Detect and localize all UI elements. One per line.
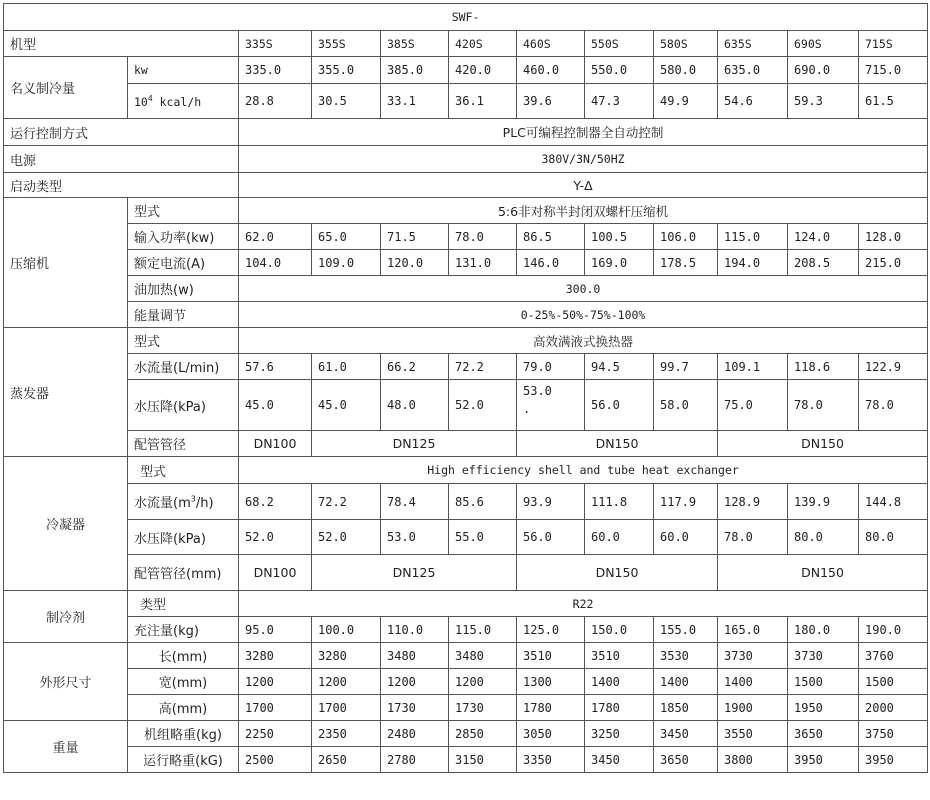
value-cell: 52.0 <box>239 520 312 555</box>
value-cell: 66.2 <box>381 354 449 380</box>
section-label: 蒸发器 <box>4 328 128 457</box>
value-cell: 1780 <box>517 695 585 721</box>
pipe-cell: DN150 <box>718 431 928 457</box>
value-cell: 109.0 <box>312 250 381 276</box>
value-cell: 3510 <box>585 643 654 669</box>
value-cell: 45.0 <box>239 380 312 431</box>
value-cell: 33.1 <box>381 84 449 119</box>
value-cell: 1400 <box>718 669 788 695</box>
table-row <box>4 669 928 695</box>
table-row <box>4 721 928 747</box>
value-cell: 78.4 <box>381 484 449 520</box>
pipe-cell: DN100 <box>239 555 312 591</box>
value-cell: 122.9 <box>859 354 928 380</box>
section-label: 外形尺寸 <box>4 643 128 721</box>
row-label: 能量调节 <box>128 302 239 328</box>
value-cell: 3280 <box>312 643 381 669</box>
value-cell: 39.6 <box>517 84 585 119</box>
value-cell: 2650 <box>312 747 381 773</box>
table-row <box>4 57 928 84</box>
value-cell: 3950 <box>859 747 928 773</box>
value-cell: 1950 <box>788 695 859 721</box>
value-cell: 146.0 <box>517 250 585 276</box>
value-cell: 86.5 <box>517 224 585 250</box>
value-cell: 58.0 <box>654 380 718 431</box>
value-cell: 61.0 <box>312 354 381 380</box>
model-header: 355S <box>312 31 381 57</box>
value-cell: 1500 <box>788 669 859 695</box>
value-cell: 3280 <box>239 643 312 669</box>
value-cell: 57.6 <box>239 354 312 380</box>
value-cell: 169.0 <box>585 250 654 276</box>
model-header: 715S <box>859 31 928 57</box>
value-cell: 75.0 <box>718 380 788 431</box>
value-cell: 125.0 <box>517 617 585 643</box>
value-cell: 110.0 <box>381 617 449 643</box>
value-cell: 1780 <box>585 695 654 721</box>
pipe-cell: DN125 <box>312 555 517 591</box>
value-cell: 635.0 <box>718 57 788 84</box>
span-value: PLC可编程控制器全自动控制 <box>239 119 928 146</box>
value-cell: 59.3 <box>788 84 859 119</box>
table-row <box>4 591 928 617</box>
value-cell: 150.0 <box>585 617 654 643</box>
unit-label: kw <box>128 57 239 84</box>
model-header: 690S <box>788 31 859 57</box>
value-cell: 3800 <box>718 747 788 773</box>
value-cell: 335.0 <box>239 57 312 84</box>
row-label: 类型 <box>128 591 239 617</box>
model-header: 635S <box>718 31 788 57</box>
value-cell: 3750 <box>859 721 928 747</box>
span-value: 5:6非对称半封闭双螺杆压缩机 <box>239 198 928 224</box>
row-label: 配管管径(mm) <box>128 555 239 591</box>
value-cell: 3530 <box>654 643 718 669</box>
table-row <box>4 484 928 520</box>
value-cell: 54.6 <box>718 84 788 119</box>
section-label: 重量 <box>4 721 128 773</box>
value-cell: 56.0 <box>585 380 654 431</box>
value-cell: 1700 <box>239 695 312 721</box>
value-cell: 62.0 <box>239 224 312 250</box>
value-cell: 1200 <box>239 669 312 695</box>
table-row <box>4 84 928 119</box>
table-row <box>4 146 928 173</box>
value-cell: 128.9 <box>718 484 788 520</box>
value-cell: 1400 <box>654 669 718 695</box>
table-row <box>4 555 928 591</box>
value-cell: 3480 <box>449 643 517 669</box>
span-value: 300.0 <box>239 276 928 302</box>
value-cell: 3650 <box>788 721 859 747</box>
value-cell: 2480 <box>381 721 449 747</box>
value-cell: 61.5 <box>859 84 928 119</box>
value-cell: 2350 <box>312 721 381 747</box>
value-cell: 53.0 . <box>517 380 585 431</box>
value-cell: 580.0 <box>654 57 718 84</box>
section-label: 冷凝器 <box>4 457 128 591</box>
table-row <box>4 4 928 31</box>
table-row <box>4 457 928 484</box>
model-header: 580S <box>654 31 718 57</box>
value-cell: 3450 <box>585 747 654 773</box>
table-row <box>4 747 928 773</box>
value-cell: 690.0 <box>788 57 859 84</box>
value-cell: 100.0 <box>312 617 381 643</box>
value-cell: 99.7 <box>654 354 718 380</box>
row-label: 运行略重(kG) <box>128 747 239 773</box>
value-cell: 1730 <box>449 695 517 721</box>
span-value: 高效满液式换热器 <box>239 328 928 354</box>
table-row <box>4 250 928 276</box>
value-cell: 60.0 <box>654 520 718 555</box>
value-cell: 3950 <box>788 747 859 773</box>
value-cell: 194.0 <box>718 250 788 276</box>
unit-label: $10^4$ kcal/h <box>128 84 239 119</box>
value-cell: 1300 <box>517 669 585 695</box>
table-row <box>4 302 928 328</box>
value-cell: 3250 <box>585 721 654 747</box>
value-cell: 109.1 <box>718 354 788 380</box>
value-cell: 180.0 <box>788 617 859 643</box>
value-cell: 78.0 <box>718 520 788 555</box>
value-cell: 47.3 <box>585 84 654 119</box>
pipe-cell: DN125 <box>312 431 517 457</box>
value-cell: 3650 <box>654 747 718 773</box>
value-cell: 28.8 <box>239 84 312 119</box>
value-cell: 715.0 <box>859 57 928 84</box>
table-row <box>4 354 928 380</box>
value-cell: 385.0 <box>381 57 449 84</box>
value-cell: 139.9 <box>788 484 859 520</box>
value-cell: 3150 <box>449 747 517 773</box>
section-label: 名义制冷量 <box>4 57 128 119</box>
row-label: 长(mm) <box>128 643 239 669</box>
value-cell: 71.5 <box>381 224 449 250</box>
table-row <box>4 431 928 457</box>
pipe-cell: DN150 <box>718 555 928 591</box>
row-label: 型式 <box>128 198 239 224</box>
value-cell: 1200 <box>449 669 517 695</box>
value-cell: 124.0 <box>788 224 859 250</box>
value-cell: 3450 <box>654 721 718 747</box>
value-cell: 94.5 <box>585 354 654 380</box>
row-label: 水流量$(m^3/h)$ <box>128 484 239 520</box>
row-label: 输入功率(kw) <box>128 224 239 250</box>
value-cell: 420.0 <box>449 57 517 84</box>
value-cell: 2780 <box>381 747 449 773</box>
table-row <box>4 276 928 302</box>
table-row <box>4 617 928 643</box>
value-cell: 56.0 <box>517 520 585 555</box>
table-row <box>4 695 928 721</box>
value-cell: 1500 <box>859 669 928 695</box>
value-cell: 93.9 <box>517 484 585 520</box>
row-label: 电源 <box>4 146 239 173</box>
pipe-cell: DN150 <box>517 555 718 591</box>
value-cell: 355.0 <box>312 57 381 84</box>
table-row <box>4 173 928 198</box>
model-header: 385S <box>381 31 449 57</box>
value-cell: 1200 <box>312 669 381 695</box>
value-cell: 115.0 <box>449 617 517 643</box>
table-row <box>4 520 928 555</box>
value-cell: 3050 <box>517 721 585 747</box>
value-cell: 36.1 <box>449 84 517 119</box>
value-cell: 1200 <box>381 669 449 695</box>
table-row <box>4 380 928 431</box>
model-header: 335S <box>239 31 312 57</box>
value-cell: 3350 <box>517 747 585 773</box>
value-cell: 3760 <box>859 643 928 669</box>
span-value: R22 <box>239 591 928 617</box>
value-cell: 111.8 <box>585 484 654 520</box>
table-row <box>4 31 928 57</box>
value-cell: 95.0 <box>239 617 312 643</box>
value-cell: 460.0 <box>517 57 585 84</box>
value-cell: 118.6 <box>788 354 859 380</box>
table-row <box>4 643 928 669</box>
value-cell: 550.0 <box>585 57 654 84</box>
value-cell: 80.0 <box>788 520 859 555</box>
value-cell: 208.5 <box>788 250 859 276</box>
value-cell: 65.0 <box>312 224 381 250</box>
value-cell: 72.2 <box>312 484 381 520</box>
table-row <box>4 119 928 146</box>
value-cell: 49.9 <box>654 84 718 119</box>
model-header: 420S <box>449 31 517 57</box>
value-cell: 144.8 <box>859 484 928 520</box>
row-label: 额定电流(A) <box>128 250 239 276</box>
value-cell: 104.0 <box>239 250 312 276</box>
value-cell: 215.0 <box>859 250 928 276</box>
value-cell: 1400 <box>585 669 654 695</box>
table-row <box>4 198 928 224</box>
value-cell: 52.0 <box>449 380 517 431</box>
value-cell: 2850 <box>449 721 517 747</box>
value-cell: 120.0 <box>381 250 449 276</box>
span-value: Y-Δ <box>239 173 928 198</box>
table-title: SWF- <box>4 4 928 31</box>
row-label: 高(mm) <box>128 695 239 721</box>
value-cell: 1900 <box>718 695 788 721</box>
model-header: 550S <box>585 31 654 57</box>
value-cell: 1700 <box>312 695 381 721</box>
value-cell: 78.0 <box>449 224 517 250</box>
section-label: 制冷剂 <box>4 591 128 643</box>
value-cell: 2000 <box>859 695 928 721</box>
row-label: 启动类型 <box>4 173 239 198</box>
value-cell: 106.0 <box>654 224 718 250</box>
value-cell: 165.0 <box>718 617 788 643</box>
value-cell: 117.9 <box>654 484 718 520</box>
row-label: 水压降(kPa) <box>128 520 239 555</box>
value-cell: 72.2 <box>449 354 517 380</box>
table-row <box>4 328 928 354</box>
value-cell: 79.0 <box>517 354 585 380</box>
span-value: 0-25%-50%-75%-100% <box>239 302 928 328</box>
value-cell: 178.5 <box>654 250 718 276</box>
value-cell: 115.0 <box>718 224 788 250</box>
value-cell: 60.0 <box>585 520 654 555</box>
value-cell: 80.0 <box>859 520 928 555</box>
value-cell: 2250 <box>239 721 312 747</box>
value-cell: 155.0 <box>654 617 718 643</box>
value-cell: 1850 <box>654 695 718 721</box>
row-label: 水流量(L/min) <box>128 354 239 380</box>
row-label: 宽(mm) <box>128 669 239 695</box>
value-cell: 53.0 <box>381 520 449 555</box>
row-label: 水压降(kPa) <box>128 380 239 431</box>
value-cell: 78.0 <box>859 380 928 431</box>
spec-table <box>3 3 928 773</box>
value-cell: 48.0 <box>381 380 449 431</box>
value-cell: 30.5 <box>312 84 381 119</box>
value-cell: 45.0 <box>312 380 381 431</box>
row-label: 油加热(w) <box>128 276 239 302</box>
value-cell: 131.0 <box>449 250 517 276</box>
row-label: 配管管径 <box>128 431 239 457</box>
value-cell: 3730 <box>788 643 859 669</box>
value-cell: 1730 <box>381 695 449 721</box>
span-value: 380V/3N/50HZ <box>239 146 928 173</box>
row-label: 机型 <box>4 31 239 57</box>
value-cell: 128.0 <box>859 224 928 250</box>
row-label: 机组略重(kg) <box>128 721 239 747</box>
section-label: 压缩机 <box>4 198 128 328</box>
value-cell: 85.6 <box>449 484 517 520</box>
value-cell: 3480 <box>381 643 449 669</box>
value-cell: 2500 <box>239 747 312 773</box>
value-cell: 3510 <box>517 643 585 669</box>
pipe-cell: DN150 <box>517 431 718 457</box>
span-value: High efficiency shell and tube heat exchanger <box>239 457 928 484</box>
pipe-cell: DN100 <box>239 431 312 457</box>
value-cell: 78.0 <box>788 380 859 431</box>
row-label: 运行控制方式 <box>4 119 239 146</box>
model-header: 460S <box>517 31 585 57</box>
table-row <box>4 224 928 250</box>
value-cell: 52.0 <box>312 520 381 555</box>
value-cell: 3730 <box>718 643 788 669</box>
row-label: 型式 <box>128 328 239 354</box>
value-cell: 190.0 <box>859 617 928 643</box>
value-cell: 55.0 <box>449 520 517 555</box>
row-label: 型式 <box>128 457 239 484</box>
value-cell: 3550 <box>718 721 788 747</box>
value-cell: 68.2 <box>239 484 312 520</box>
row-label: 充注量(kg) <box>128 617 239 643</box>
value-cell: 100.5 <box>585 224 654 250</box>
